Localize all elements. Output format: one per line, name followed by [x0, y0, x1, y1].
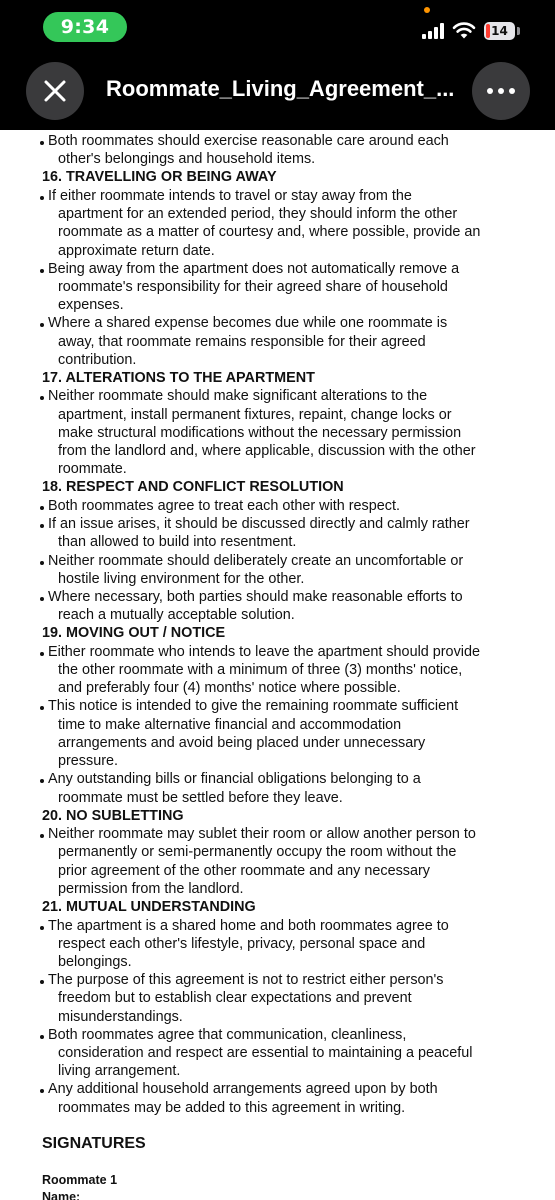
bullet-line: Neither roommate may sublet their room or allow another person to — [48, 826, 476, 843]
bullet-continuation-line: apartment for an extended period, they should inform the other — [58, 206, 458, 223]
bullet-continuation-line: time to make alternative financial and accommodation — [58, 716, 402, 733]
bullet-line: Where a shared expense becomes due while one roommate is — [48, 315, 448, 332]
status-bar — [0, 0, 555, 56]
bullet-continuation-line: belongings. — [58, 953, 132, 970]
bullet-continuation-line: contribution. — [58, 351, 137, 368]
name-signature-line[interactable] — [85, 1192, 457, 1200]
bullet-line: Both roommates agree that communication, cleanliness, — [48, 1026, 407, 1043]
bullet-continuation-line: roommate. — [58, 461, 127, 478]
bullet-item — [42, 643, 555, 698]
bullet-item — [42, 825, 555, 898]
bullet-continuation-line: than allowed to build into resentment. — [58, 534, 297, 551]
bullet-continuation-line: reach a mutually acceptable solution. — [58, 607, 295, 624]
bullet-item — [42, 552, 555, 588]
name-field[interactable] — [42, 1189, 555, 1200]
bullet-continuation-line: respect each other's lifestyle, privacy, personal space and — [58, 935, 426, 952]
document-page[interactable] — [0, 130, 555, 1200]
bullet-continuation-line: approximate return date. — [58, 242, 215, 259]
bullet-line: The apartment is a shared home and both roommates agree to — [48, 917, 449, 934]
privacy-indicator-dot — [424, 7, 430, 13]
bullet-item — [42, 917, 555, 972]
bullet-item — [42, 588, 555, 624]
bullet-item — [42, 1080, 555, 1116]
bullet-continuation-line: roommate's responsibility for their agreed share of household — [58, 278, 448, 295]
bullet-continuation-line: arrangements and avoid being placed under unnecessary — [58, 734, 426, 751]
bullet-item — [42, 971, 555, 1026]
bullet-continuation-line: roommates may be added to this agreement in writing. — [58, 1099, 406, 1116]
bullet-item — [42, 387, 555, 478]
bullet-line: Neither roommate should deliberately create an uncomfortable or — [48, 552, 464, 569]
bullet-item — [42, 497, 555, 515]
section-heading: 16. TRAVELLING OR BEING AWAY — [42, 169, 277, 186]
close-icon — [42, 78, 68, 104]
roommate-1-label: Roommate 1 — [42, 1172, 118, 1187]
bullet-line: This notice is intended to give the remaining roommate sufficient — [48, 698, 459, 715]
bullet-continuation-line: away, that roommate remains responsible for their agreed — [58, 333, 426, 350]
bullet-continuation-line: permanently or semi-permanently occupy the room without the — [58, 844, 457, 861]
bullet-continuation-line: consideration and respect are essential to maintaining a peaceful — [58, 1044, 473, 1061]
close-button[interactable] — [26, 62, 84, 120]
bullet-line: Both roommates agree to treat each other with respect. — [48, 497, 400, 514]
battery-tip — [517, 27, 520, 35]
bullet-continuation-line: freedom but to establish clear expectations and prevent — [58, 990, 412, 1007]
bullet-continuation-line: other's belongings and household items. — [58, 151, 316, 168]
bullet-continuation-line: roommate as a matter of courtesy and, where possible, provide an — [58, 224, 481, 241]
bullet-line: Both roommates should exercise reasonable care around each — [48, 133, 449, 149]
bullet-item — [42, 314, 555, 369]
bullet-item — [42, 515, 555, 551]
bullet-item — [42, 697, 555, 770]
bullet-continuation-line: permission from the landlord. — [58, 880, 244, 897]
cellular-signal-icon — [422, 23, 446, 39]
bullet-continuation-line: make structural modifications without the necessary permission — [58, 424, 462, 441]
signatures-heading: SIGNATURES — [42, 1134, 146, 1152]
bullet-item — [42, 260, 555, 315]
document-toolbar — [0, 56, 555, 130]
bullet-line: The purpose of this agreement is not to restrict either person's — [48, 972, 444, 989]
more-options-button[interactable] — [472, 62, 530, 120]
document-body — [42, 132, 555, 1117]
section-heading: 21. MUTUAL UNDERSTANDING — [42, 899, 256, 916]
bullet-line: Neither roommate should make significant alterations to the — [48, 388, 428, 405]
status-time: 9:34 — [60, 16, 110, 38]
bullet-item — [42, 132, 555, 168]
bullet-line: If an issue arises, it should be discussed directly and calmly rather — [48, 516, 470, 533]
bullet-continuation-line: hostile living environment for the other. — [58, 570, 305, 587]
bullet-line: Any outstanding bills or financial obligations belonging to a — [48, 771, 421, 788]
battery-level: 14 — [491, 24, 508, 38]
document-content — [0, 130, 555, 1200]
bullet-continuation-line: expenses. — [58, 297, 124, 314]
bullet-continuation-line: pressure. — [58, 753, 118, 770]
bullet-continuation-line: roommate must be settled before they leave. — [58, 789, 343, 806]
wifi-icon — [452, 20, 476, 40]
bullet-item — [42, 770, 555, 806]
bullet-continuation-line: from the landlord and, where applicable, discussion with the other — [58, 443, 476, 460]
section-heading: 19. MOVING OUT / NOTICE — [42, 625, 226, 642]
battery-icon — [484, 22, 515, 40]
bullet-continuation-line: and preferably four (4) months' notice where possible. — [58, 680, 401, 697]
bullet-continuation-line: prior agreement of the other roommate and any necessary — [58, 862, 430, 879]
more-icon — [486, 87, 516, 95]
bullet-item — [42, 187, 555, 260]
bullet-line: Being away from the apartment does not automatically remove a — [48, 260, 460, 277]
bullet-line: Either roommate who intends to leave the apartment should provide — [48, 643, 480, 660]
bullet-continuation-line: living arrangement. — [58, 1063, 181, 1080]
bullet-line: If either roommate intends to travel or stay away from the — [48, 187, 412, 204]
bullet-continuation-line: the other roommate with a minimum of three (3) months' notice, — [58, 662, 463, 679]
time-pill[interactable] — [43, 12, 127, 42]
name-label: Name: — [42, 1189, 81, 1200]
bullet-continuation-line: apartment, install permanent fixtures, repaint, change locks or — [58, 406, 452, 423]
bullet-line: Any additional household arrangements agreed upon by both — [48, 1081, 438, 1098]
bullet-continuation-line: misunderstandings. — [58, 1008, 183, 1025]
document-title: Roommate_Living_Agreement_... — [106, 76, 455, 101]
bullet-line: Where necessary, both parties should make reasonable efforts to — [48, 588, 463, 605]
bullet-item — [42, 1026, 555, 1081]
section-heading: 18. RESPECT AND CONFLICT RESOLUTION — [42, 479, 344, 496]
section-heading: 20. NO SUBLETTING — [42, 807, 184, 824]
section-heading: 17. ALTERATIONS TO THE APARTMENT — [42, 369, 315, 386]
